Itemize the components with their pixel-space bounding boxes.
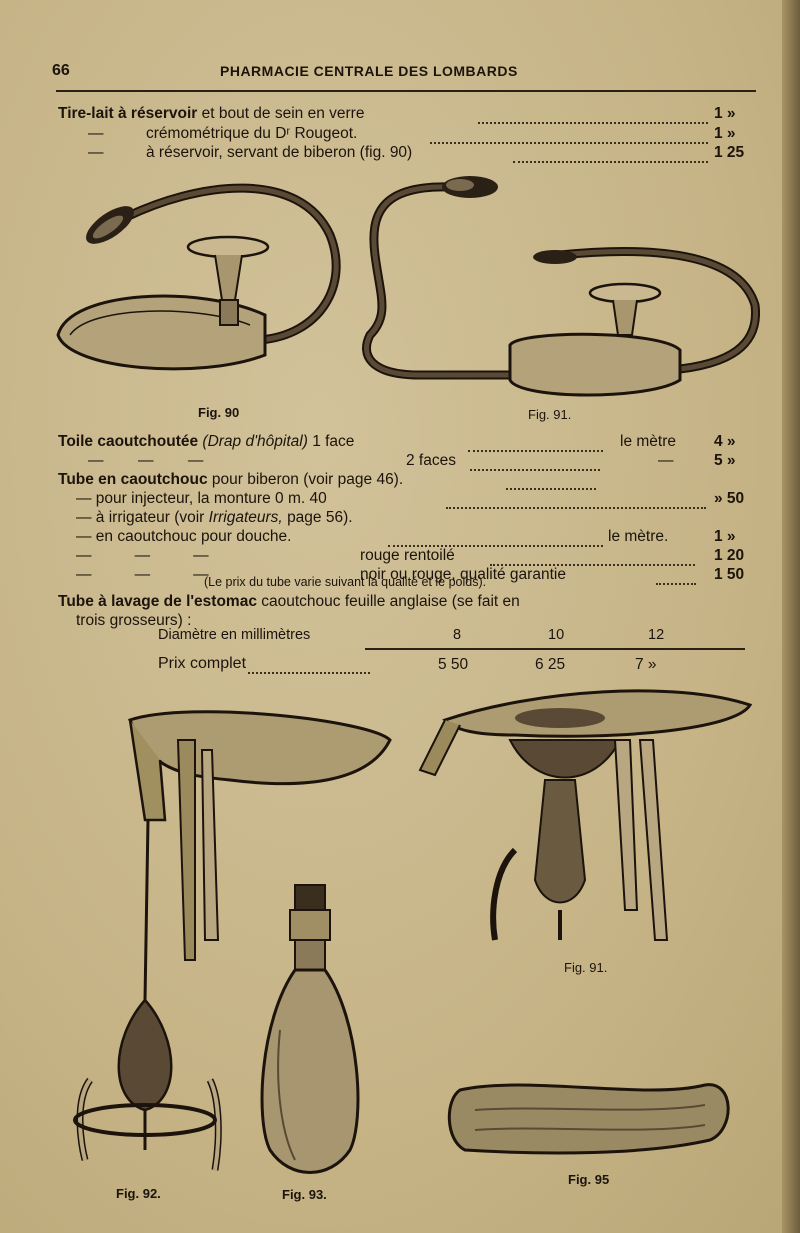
entry-price: 1 »	[714, 105, 736, 122]
entry-italic: (Drap d'hôpital)	[202, 433, 308, 450]
fig93-bulb-illustration	[250, 880, 370, 1180]
entry-text: 1 face	[312, 433, 355, 450]
entry-toile-1-face	[58, 432, 762, 452]
diameter-value: 8	[453, 627, 462, 643]
entry-unit: le mètre.	[608, 528, 669, 545]
page-header	[52, 62, 752, 86]
entry-label: Tube à lavage de l'estomac	[58, 593, 257, 610]
price-note: (Le prix du tube varie suivant la qualité et le poids).	[204, 575, 487, 589]
page-number: 66	[52, 62, 70, 79]
entry-text: rouge rentoilé	[360, 547, 455, 564]
fig90-caption: Fig. 90	[198, 405, 240, 420]
entry-italic: Irrigateurs,	[208, 509, 283, 526]
fig91-breast-pump-illustration	[360, 165, 760, 405]
entry-price: 1 25	[714, 144, 745, 161]
entry-text: — à irrigateur (voir	[76, 509, 205, 526]
entry-text: et bout de sein en verre	[197, 105, 365, 122]
entry-text: crémométrique du Dʳ Rougeot.	[146, 125, 358, 142]
entry-label: Tire-lait à réservoir	[58, 105, 198, 122]
fig91-bottom-caption: Fig. 91.	[564, 960, 608, 975]
leader-dots	[478, 102, 708, 124]
entry-tube-lavage	[58, 592, 762, 612]
entry-unit: —	[658, 452, 674, 469]
price-value: 6 25	[535, 656, 566, 673]
entry-dashes: — — —	[76, 547, 209, 564]
entry-price: 5 »	[714, 452, 736, 469]
entry-tire-lait	[58, 104, 762, 124]
entry-price: 1 50	[714, 566, 745, 583]
entry-toile-2-faces	[58, 451, 762, 471]
diameter-label: Diamètre en millimètres	[158, 627, 311, 643]
entry-text: 2 faces	[406, 452, 456, 469]
header-rule	[56, 90, 756, 92]
fig91-top-caption: Fig. 91.	[528, 407, 572, 422]
entry-label: Tube en caoutchouc	[58, 471, 208, 488]
fig90-breast-pump-illustration	[50, 175, 360, 395]
entry-text: trois grosseurs) :	[76, 612, 192, 629]
diameter-value: 12	[648, 627, 665, 643]
price-label: Prix complet	[158, 655, 247, 672]
entry-price: 1 »	[714, 125, 736, 142]
diameter-value: 10	[548, 627, 565, 643]
entry-price: 1 »	[714, 528, 736, 545]
entry-tube-injecteur	[58, 489, 762, 509]
leader-dots	[656, 563, 696, 585]
entry-reservoir-biberon	[58, 143, 762, 163]
table-rule	[365, 648, 745, 650]
fig92-caption: Fig. 92.	[116, 1186, 161, 1201]
leader-dots	[446, 487, 706, 509]
entry-label: Toile caoutchoutée	[58, 433, 199, 450]
entry-text-rest: page 56).	[287, 509, 353, 526]
fig91-apparatus-illustration	[415, 680, 760, 960]
entry-dash: —	[88, 125, 104, 142]
entry-unit: le mètre	[620, 433, 676, 450]
entry-dashes: — — —	[88, 452, 204, 469]
price-value: 7 »	[635, 656, 657, 673]
page-title: PHARMACIE CENTRALE DES LOMBARDS	[220, 63, 518, 79]
entry-text: — pour injecteur, la monture 0 m. 40	[76, 490, 327, 507]
entry-price: 1 20	[714, 547, 745, 564]
entry-price: » 50	[714, 490, 745, 507]
fig95-bag-illustration	[445, 1070, 735, 1170]
entry-text: — en caoutchouc pour douche.	[76, 528, 292, 545]
fig95-caption: Fig. 95	[568, 1172, 610, 1187]
entry-dashes: — — —	[76, 566, 209, 583]
page-edge	[782, 0, 800, 1233]
leader-dots	[248, 656, 370, 674]
entry-dash: —	[88, 144, 104, 161]
leader-dots	[513, 141, 708, 163]
entry-text: caoutchouc feuille anglaise (se fait en	[256, 593, 520, 610]
entry-text: noir ou rouge, qualité garantie	[360, 566, 566, 583]
entry-price: 4 »	[714, 433, 736, 450]
entry-text: à réservoir, servant de biberon (fig. 90)	[146, 144, 413, 161]
entry-text: pour biberon (voir page 46).	[207, 471, 404, 488]
fig93-caption: Fig. 93.	[282, 1187, 327, 1202]
price-value: 5 50	[438, 656, 469, 673]
